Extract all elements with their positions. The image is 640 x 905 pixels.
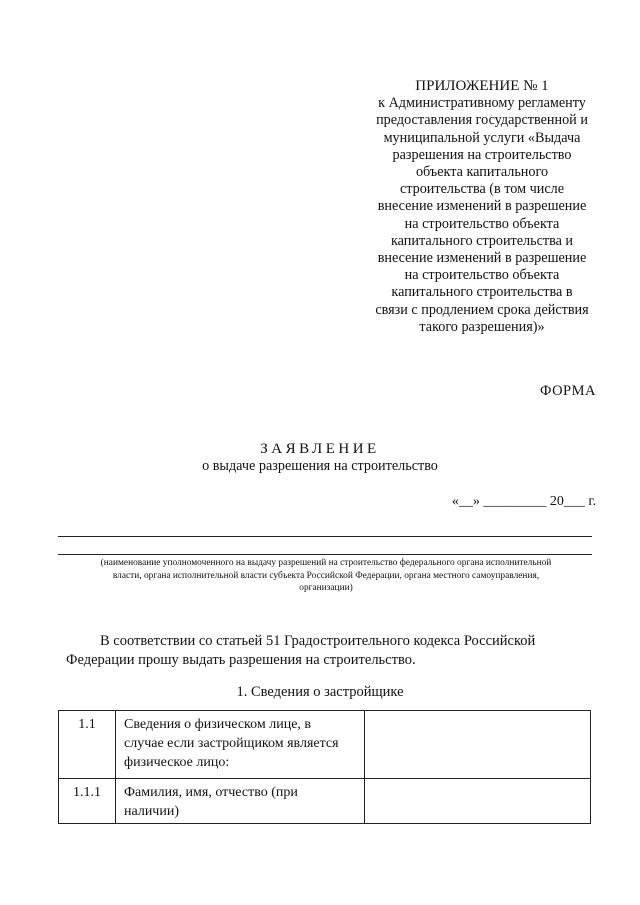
row-label-line: наличии) <box>124 804 179 819</box>
appendix-line: связи с продлением срока действия <box>375 301 589 318</box>
form-label: ФОРМА <box>539 383 596 399</box>
table-row <box>59 779 591 824</box>
row-number: 1.1 <box>59 711 116 779</box>
appendix-block <box>352 78 612 336</box>
caption-line: власти, органа исполнительной власти субъекта Российской Федерации, органа местного самоуправления, <box>112 570 540 581</box>
appendix-line: муниципальной услуги «Выдача <box>383 129 581 146</box>
caption-line: организации) <box>299 583 353 594</box>
appendix-line: капитального строительства в <box>391 284 573 301</box>
authority-name-line[interactable] <box>58 536 592 537</box>
appendix-line: разрешения на строительство <box>392 146 572 163</box>
appendix-line: на строительство объекта <box>404 215 560 232</box>
caption-line: (наименование уполномоченного на выдачу разрешений на строительство федерального органа исполнительной <box>100 558 552 568</box>
row-label-line: Фамилия, имя, отчество (при <box>124 785 298 800</box>
row-label-line: физическое лицо: <box>124 755 230 770</box>
section-title: 1. Сведения о застройщике <box>236 684 404 700</box>
appendix-heading: ПРИЛОЖЕНИЕ № 1 <box>415 78 549 94</box>
date-field[interactable]: «__» _________ 20___ г. <box>451 494 596 509</box>
developer-info-table <box>58 710 591 824</box>
appendix-line: внесение изменений в разрешение <box>377 198 587 215</box>
appendix-line: предоставления государственной и <box>376 112 588 129</box>
table-row <box>59 711 591 779</box>
authority-name-underline <box>58 554 592 555</box>
row-number: 1.1.1 <box>59 779 116 824</box>
document-title: ЗАЯВЛЕНИЕ <box>260 441 380 457</box>
appendix-line: внесение изменений в разрешение <box>377 250 587 267</box>
row-label <box>116 779 365 824</box>
appendix-line: капитального строительства и <box>390 232 574 249</box>
row-label-line: случае если застройщиком является <box>124 736 339 751</box>
appendix-line: такого разрешения)» <box>419 318 545 335</box>
row-value-field[interactable] <box>365 779 591 824</box>
paragraph-line: Федерации прошу выдать разрешения на строительство. <box>66 652 416 668</box>
authority-caption <box>60 557 592 595</box>
appendix-line: к Административному регламенту <box>378 95 586 112</box>
request-paragraph <box>66 632 596 670</box>
document-subtitle: о выдаче разрешения на строительство <box>202 458 438 474</box>
row-label <box>116 711 365 779</box>
row-value-field[interactable] <box>365 711 591 779</box>
appendix-line: на строительство объекта <box>404 267 560 284</box>
appendix-line: объекта капитального <box>415 164 549 181</box>
appendix-line: строительства (в том числе <box>399 181 565 198</box>
row-label-line: Сведения о физическом лице, в <box>124 717 312 732</box>
paragraph-line: В соответствии со статьей 51 Градостроительного кодекса Российской <box>100 633 536 649</box>
